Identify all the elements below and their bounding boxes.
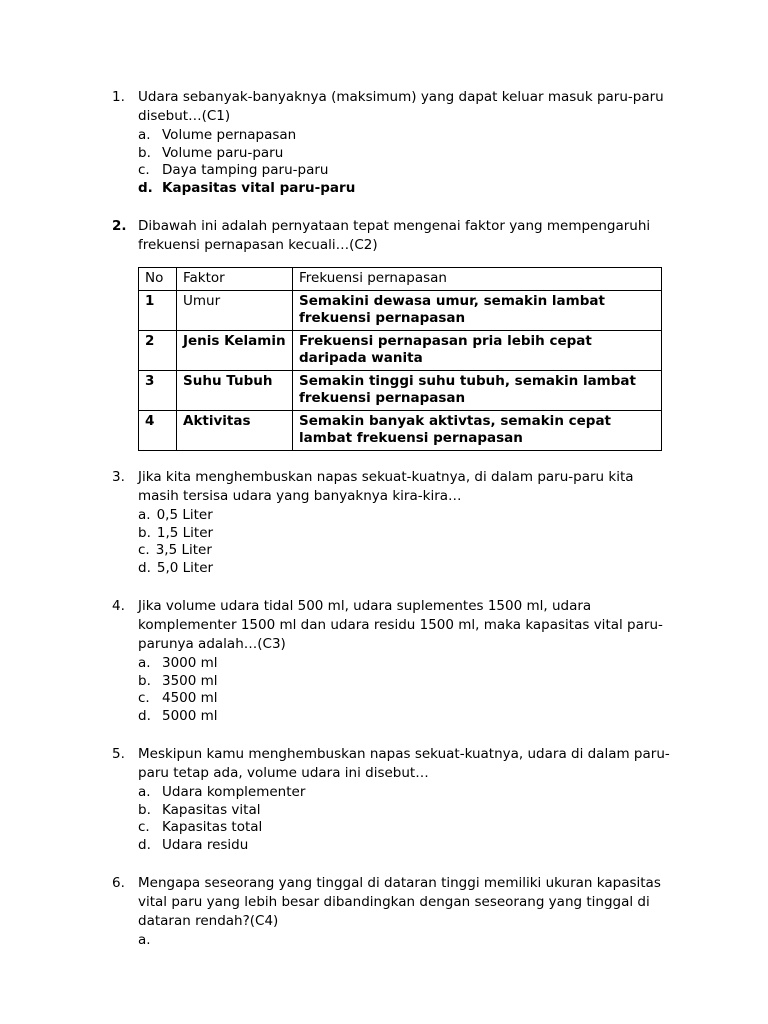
question-number: 5. <box>112 746 125 762</box>
table-cell-faktor: Suhu Tubuh <box>177 371 293 411</box>
option-item <box>138 525 672 543</box>
option-letter: c. <box>138 819 150 835</box>
spacer <box>112 864 672 874</box>
question-body <box>138 597 672 725</box>
table-cell-no: 4 <box>139 411 177 451</box>
option-text: Kapasitas total <box>162 819 263 835</box>
table-cell-no: 3 <box>139 371 177 411</box>
table-cell-no: 2 <box>139 331 177 371</box>
question-item <box>112 217 672 255</box>
table-cell-frekuensi: Semakin tinggi suhu tubuh, semakin lambat frekuensi pernapasan <box>293 371 662 411</box>
option-item <box>138 655 672 673</box>
question-text: Dibawah ini adalah pernyataan tepat mengenai faktor yang mempengaruhi frekuensi pernapasan kecuali…(C2) <box>138 218 651 253</box>
option-text: Daya tamping paru-paru <box>162 162 329 178</box>
question-number: 6. <box>112 875 125 891</box>
option-list <box>138 507 672 577</box>
option-item <box>138 127 672 145</box>
option-text: 4500 ml <box>162 690 218 706</box>
option-letter: b. <box>138 801 151 818</box>
option-item <box>138 819 672 837</box>
option-text: Volume pernapasan <box>162 127 297 143</box>
factor-table <box>138 267 662 451</box>
option-text: Kapasitas vital paru-paru <box>162 179 356 196</box>
question-number: 2. <box>112 218 127 234</box>
option-item <box>138 784 672 802</box>
option-text: 3500 ml <box>162 672 218 689</box>
table-cell-frekuensi: Semakin banyak aktivtas, semakin cepat lambat frekuensi pernapasan <box>293 411 662 451</box>
spacer <box>112 207 672 217</box>
question-number: 1. <box>112 89 125 105</box>
spacer <box>112 735 672 745</box>
option-text: Udara komplementer <box>162 784 306 800</box>
option-item <box>138 837 672 855</box>
table-row <box>139 331 662 371</box>
table-header-row <box>139 268 662 291</box>
spacer <box>112 587 672 597</box>
question-item <box>112 468 672 577</box>
option-letter: c. <box>138 542 150 558</box>
option-item <box>138 673 672 691</box>
option-text: Udara residu <box>162 836 249 853</box>
option-letter: a. <box>138 507 151 523</box>
option-list <box>138 784 672 854</box>
option-text: 5000 ml <box>162 707 218 724</box>
option-letter: b. <box>138 672 151 689</box>
option-letter: a. <box>138 784 151 800</box>
table-row <box>139 371 662 411</box>
table-header-no: No <box>139 268 177 291</box>
option-letter: d. <box>138 836 151 853</box>
question-body <box>138 874 672 950</box>
question-item <box>112 88 672 197</box>
question-body <box>138 88 672 197</box>
option-list <box>138 932 672 950</box>
table-cell-faktor: Umur <box>177 291 293 331</box>
question-text: Jika volume udara tidal 500 ml, udara suplementes 1500 ml, udara komplementer 1500 ml dan udara residu 1500 ml, maka kapasitas vital paru-parunya adalah…(C3) <box>138 598 663 652</box>
question-list <box>112 88 672 950</box>
option-item <box>138 690 672 708</box>
question-text: Meskipun kamu menghembuskan napas sekuat-kuatnya, udara di dalam paru-paru tetap ada, volume udara ini disebut… <box>138 746 670 781</box>
table-cell-no: 1 <box>139 291 177 331</box>
question-item <box>112 874 672 950</box>
table-cell-faktor: Aktivitas <box>177 411 293 451</box>
option-list <box>138 127 672 197</box>
option-letter: d. <box>138 179 153 196</box>
option-item <box>138 542 672 560</box>
question-item <box>112 745 672 854</box>
question-body <box>138 468 672 577</box>
option-item <box>138 162 672 180</box>
question-text: Mengapa seseorang yang tinggal di dataran tinggi memiliki ukuran kapasitas vital paru yang lebih besar dibandingkan dengan seseorang yang tinggal di dataran rendah?(C4) <box>138 875 661 929</box>
option-text: 3000 ml <box>162 655 218 671</box>
question-item <box>112 597 672 725</box>
question-body <box>138 745 672 854</box>
option-letter: a. <box>138 127 151 143</box>
option-letter: a. <box>138 932 151 948</box>
table-cell-faktor: Jenis Kelamin <box>177 331 293 371</box>
option-item <box>138 180 672 198</box>
option-item <box>138 145 672 163</box>
table-row <box>139 291 662 331</box>
option-letter: a. <box>138 655 151 671</box>
option-letter: c. <box>138 690 150 706</box>
table-header-faktor: Faktor <box>177 268 293 291</box>
option-item <box>138 560 672 578</box>
spacer <box>112 451 672 468</box>
option-letter: d. <box>138 559 151 576</box>
option-letter: b. <box>138 144 151 161</box>
option-letter: c. <box>138 162 150 178</box>
option-text: Kapasitas vital <box>162 801 261 818</box>
table-row <box>139 411 662 451</box>
question-text: Udara sebanyak-banyaknya (maksimum) yang dapat keluar masuk paru-paru disebut…(C1) <box>138 89 664 124</box>
option-text: 5,0 Liter <box>156 559 214 576</box>
table-cell-frekuensi: Semakini dewasa umur, semakin lambat frekuensi pernapasan <box>293 291 662 331</box>
option-text: Volume paru-paru <box>162 144 284 161</box>
option-text: 0,5 Liter <box>156 507 213 523</box>
table-cell-frekuensi: Frekuensi pernapasan pria lebih cepat daripada wanita <box>293 331 662 371</box>
option-item <box>138 802 672 820</box>
option-item <box>138 708 672 726</box>
question-body <box>138 217 672 255</box>
option-list <box>138 655 672 725</box>
option-text: 1,5 Liter <box>156 524 214 541</box>
option-letter: b. <box>138 524 151 541</box>
question-text: Jika kita menghembuskan napas sekuat-kuatnya, di dalam paru-paru kita masih tersisa udara yang banyaknya kira-kira… <box>138 469 634 504</box>
table-header-frekuensi: Frekuensi pernapasan <box>293 268 662 291</box>
option-item <box>138 507 672 525</box>
option-item <box>138 932 672 950</box>
option-letter: d. <box>138 707 151 724</box>
question-number: 3. <box>112 469 125 485</box>
question-number: 4. <box>112 598 125 614</box>
option-text: 3,5 Liter <box>155 542 212 558</box>
